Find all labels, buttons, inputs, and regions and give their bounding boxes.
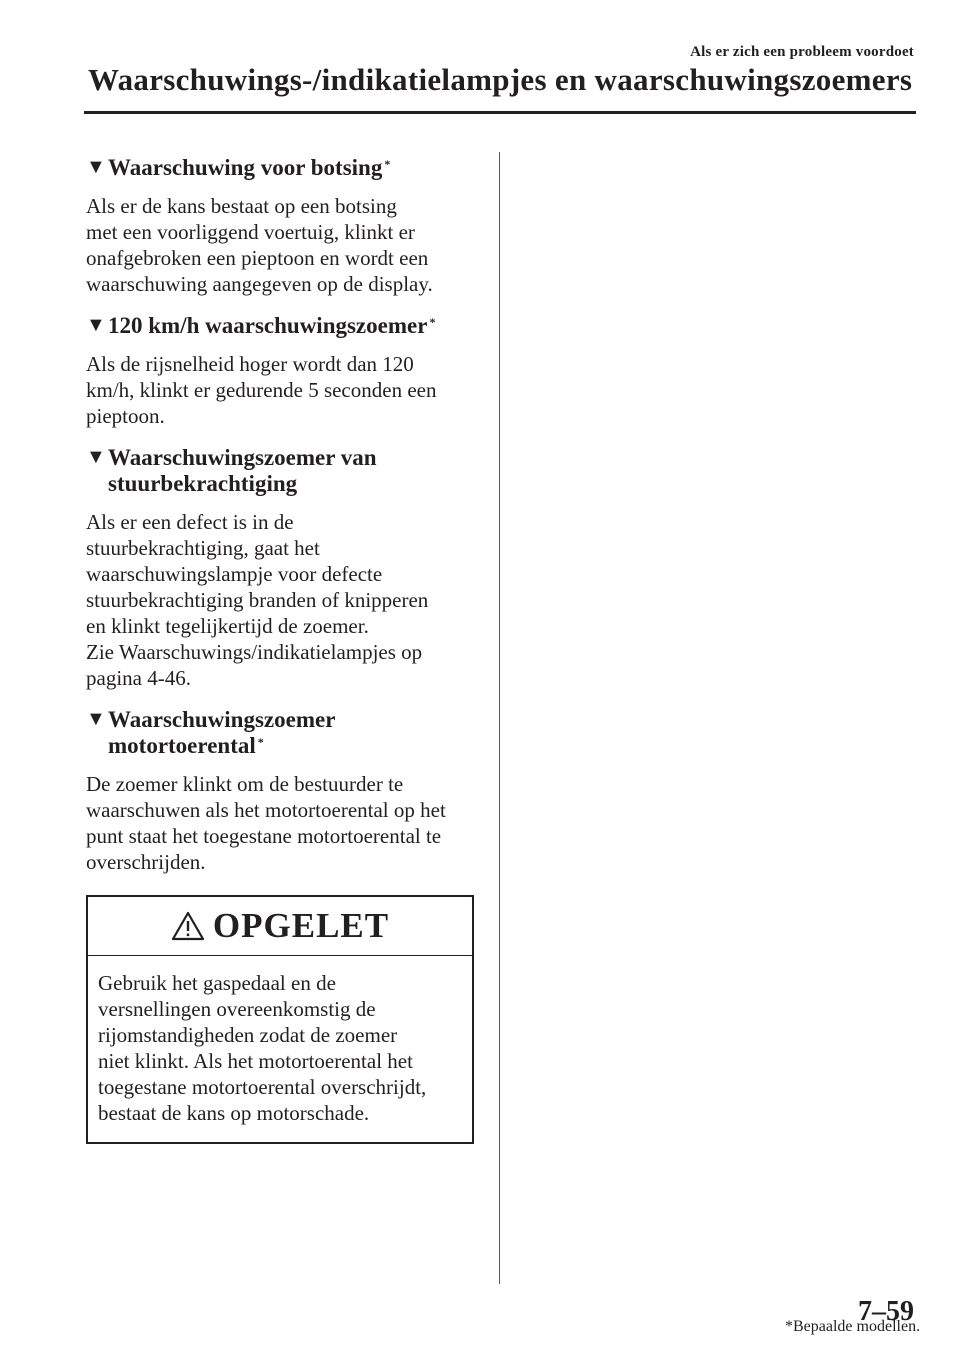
caution-text: Gebruik het gaspedaal en de versnellingen overeenkomstig de rijomstandigheden zodat de zoemer niet klinkt. Als het motortoerental het toegestane motortoerental overschrijdt, bestaat de kans op motorschade. — [98, 971, 427, 1125]
heading-text: Waarschuwingszoemer van stuurbekrachtiging — [108, 445, 377, 496]
caution-box — [86, 895, 474, 1144]
section-body: Als er de kans bestaat op een botsing met een voorliggend voertuig, klinkt er onafgebroken een pieptoon en wordt een waarschuwing aangegeven op de display. — [86, 194, 433, 296]
section-heading — [86, 313, 478, 339]
section-botsing — [86, 155, 478, 297]
section-motortoerental — [86, 707, 478, 875]
heading-text: Waarschuwingszoemer motortoerental — [108, 707, 336, 758]
model-mark: * — [384, 157, 391, 171]
section-heading — [86, 155, 478, 181]
content-column — [86, 155, 478, 1144]
heading-text: Waarschuwing voor botsing — [108, 155, 383, 180]
section-body: Als de rijsnelheid hoger wordt dan 120 km/h, klinkt er gedurende 5 seconden een pieptoon. — [86, 352, 437, 428]
triangle-bullet-icon: ▼ — [86, 156, 106, 178]
column-divider — [499, 152, 500, 1284]
chapter-label: Als er zich een probleem voordoet — [690, 44, 914, 60]
section-heading — [86, 445, 478, 497]
caution-header — [88, 897, 472, 956]
section-stuurbekrachtiging — [86, 445, 478, 691]
section-body: Als er een defect is in de stuurbekrachtiging, gaat het waarschuwingslampje voor defecte stuurbekrachtiging branden of knipperen en klinkt tegelijkertijd de zoemer. Zie Waarschuwings/indikatielampjes op pagina 4-46. — [86, 510, 429, 690]
triangle-bullet-icon: ▼ — [86, 446, 106, 468]
heading-text: 120 km/h waarschuwingszoemer — [108, 313, 428, 338]
model-mark: * — [257, 735, 264, 749]
triangle-bullet-icon: ▼ — [86, 708, 106, 730]
caution-title: OPGELET — [212, 906, 390, 945]
header-rule — [84, 111, 916, 114]
triangle-bullet-icon: ▼ — [86, 314, 106, 336]
footnote: *Bepaalde modellen. — [785, 1318, 921, 1335]
warning-triangle-icon — [171, 911, 205, 941]
model-mark: * — [429, 315, 436, 329]
section-heading — [86, 707, 478, 759]
section-body: De zoemer klinkt om de bestuurder te waarschuwen als het motortoerental op het punt staat het toegestane motortoerental te overschrijden. — [86, 772, 446, 874]
page-title: Waarschuwings-/indikatielampjes en waarschuwingszoemers — [88, 62, 913, 97]
page-number: 7–59 — [858, 1296, 914, 1327]
section-120kmh — [86, 313, 478, 429]
